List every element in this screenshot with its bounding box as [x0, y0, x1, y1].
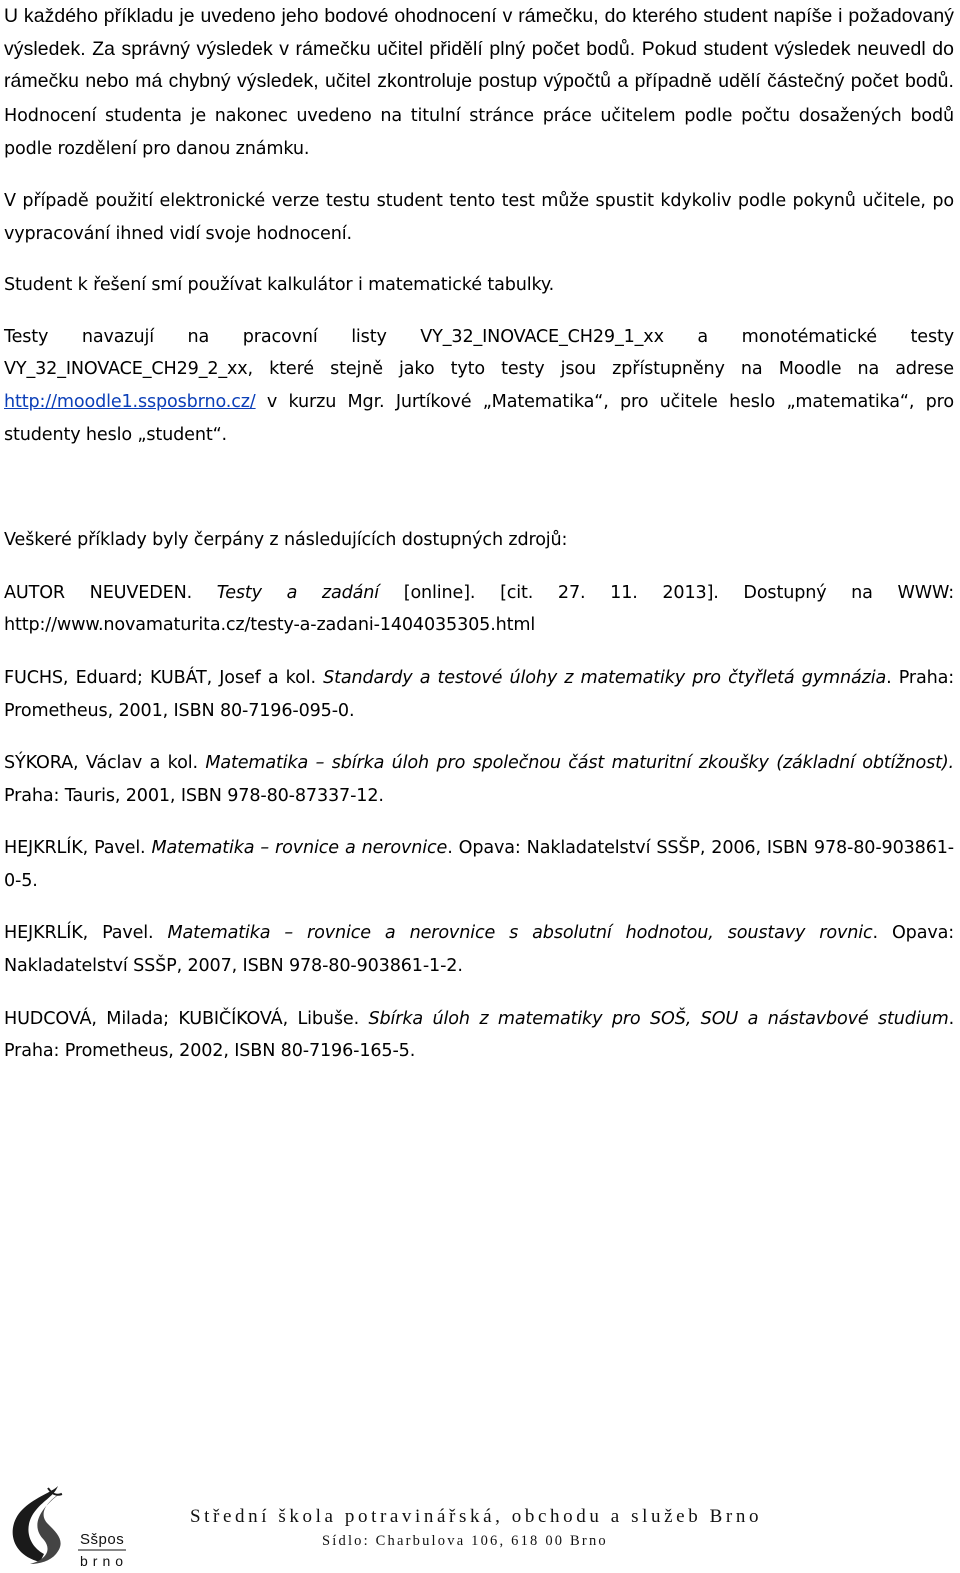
reference-item	[4, 747, 954, 812]
reference-publisher: . Opava: Nakladatelství SSŠP, 2006, ISBN 978-80-903861-0-5.	[4, 838, 954, 891]
intro-text-b: Hodnocení studenta je nakonec uvedeno na titulní stránce práce učitelem podle počtu dosažených bodů podle rozdělení pro danou známku.	[4, 105, 954, 160]
reference-authors: AUTOR NEUVEDEN.	[4, 582, 217, 603]
reference-title: Sbírka úloh z matematiky pro SOŠ, SOU a nástavbové studium	[368, 1008, 949, 1029]
reference-item	[4, 832, 954, 897]
school-name: Střední škola potravinářská, obchodu a služeb Brno	[190, 1506, 763, 1527]
logo-text-bottom: brno	[80, 1553, 129, 1569]
sources-heading: Veškeré příklady byly čerpány z následujících dostupných zdrojů:	[4, 530, 568, 551]
school-address: Sídlo: Charbulova 106, 618 00 Brno	[322, 1533, 608, 1549]
intro-paragraph-4	[4, 321, 954, 451]
logo-text-top: Sšpos	[80, 1531, 125, 1548]
reference-title: Standardy a testové úlohy z matematiky pro čtyřletá gymnázia	[323, 667, 887, 688]
reference-authors: HEJKRLÍK, Pavel.	[4, 923, 168, 944]
reference-item	[4, 1003, 954, 1068]
reference-title: Matematika – sbírka úloh pro společnou část maturitní zkoušky (základní obtížnost).	[205, 753, 954, 774]
reference-authors: HUDCOVÁ, Milada; KUBIČÍKOVÁ, Libuše.	[4, 1008, 369, 1029]
reference-publisher: [online]. [cit. 27. 11. 2013]. Dostupný na WWW: http://www.novamaturita.cz/testy-a-zadani-1404035305.html	[4, 582, 954, 636]
reference-authors: FUCHS, Eduard; KUBÁT, Josef a kol.	[4, 667, 324, 688]
reference-item	[4, 917, 954, 982]
reference-authors: HEJKRLÍK, Pavel.	[4, 838, 152, 859]
reference-publisher: Praha: Tauris, 2001, ISBN 978-80-87337-12.	[4, 785, 384, 806]
reference-title: Matematika – rovnice a nerovnice	[151, 838, 448, 859]
reference-item	[4, 662, 954, 727]
reference-authors: SÝKORA, Václav a kol.	[4, 753, 206, 774]
reference-item	[4, 577, 954, 642]
reference-publisher: . Praha: Prometheus, 2002, ISBN 80-7196-165-5.	[4, 1008, 955, 1062]
intro-text-a: U každého příkladu je uvedeno jeho bodové ohodnocení v rámečku, do kterého student napíše i požadovaný výsledek. Za správný výsledek v rámečku učitel přidělí plný počet bodů. Pokud student výsledek neuvedl do rámečku nebo má chybný výsledek, učitel zkontroluje postup výpočtů a případně udělí částečný počet bodů.	[4, 5, 954, 93]
intro-4-text-b: v kurzu Mgr. Jurtíkové „Matematika“, pro učitele heslo „matematika“, pro studenty heslo „student“.	[4, 391, 954, 445]
intro-paragraph-2: V případě použití elektronické verze testu student tento test může spustit kdykoliv podle pokynů učitele, po vypracování ihned vidí svoje hodnocení.	[4, 190, 954, 244]
page-footer	[0, 1480, 960, 1573]
reference-title: Testy a zadání	[216, 582, 380, 603]
intro-paragraph-3: Student k řešení smí používat kalkulátor i matematické tabulky.	[4, 275, 555, 296]
reference-publisher: . Opava: Nakladatelství SSŠP, 2007, ISBN 978-80-903861-1-2.	[4, 923, 954, 977]
reference-title: Matematika – rovnice a nerovnice s absolutní hodnotou, soustavy rovnic	[167, 923, 873, 944]
school-logo	[0, 1484, 130, 1570]
moodle-link[interactable]: http://moodle1.ssposbrno.cz/	[4, 391, 256, 412]
reference-publisher: . Praha: Prometheus, 2001, ISBN 80-7196-095-0.	[4, 667, 954, 721]
intro-paragraph-1	[4, 0, 954, 166]
intro-4-text-a: Testy navazují na pracovní listy VY_32_INOVACE_CH29_1_xx a monotématické testy VY_32_INOVACE_CH29_2_xx, které stejně jako tyto testy jsou zpřístupněny na Moodle na adrese	[4, 326, 954, 380]
document-body	[4, 0, 954, 1068]
